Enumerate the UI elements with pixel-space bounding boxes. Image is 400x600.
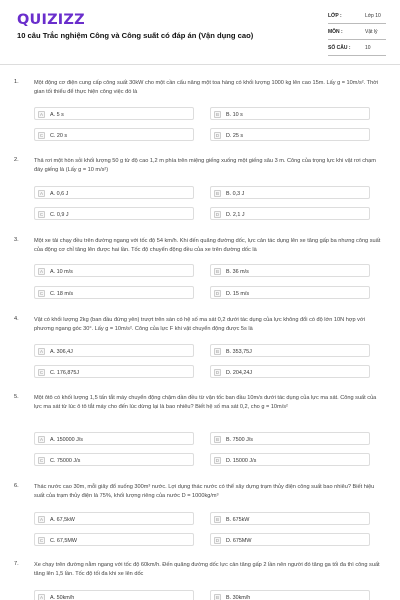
quizizz-logo: QUIZIZZ bbox=[17, 12, 85, 28]
meta-subject-label: MÔN : bbox=[328, 29, 343, 35]
question-text: Một ôtô có khối lượng 1,5 tấn tắt máy chuyển động chậm dần đều từ vận tốc ban đầu 10m/s dưới tác dụng của lực ma sát. Công suất của lực ma sát từ lúc ô tô tắt máy cho đến lúc dừng lại là bao nhiêu? Biết hệ số ma sát 0,2, cho g = 10m/s² bbox=[34, 395, 377, 411]
option-letter: B bbox=[215, 595, 219, 600]
option-b[interactable] bbox=[210, 186, 370, 199]
option-c[interactable] bbox=[34, 453, 194, 466]
option-letter: A bbox=[39, 269, 43, 274]
option-text: C. 20 s bbox=[50, 132, 68, 139]
option-letter: B bbox=[215, 112, 219, 117]
header bbox=[0, 0, 400, 62]
option-d[interactable] bbox=[210, 286, 370, 299]
question-number: 5. bbox=[14, 394, 19, 400]
option-d[interactable] bbox=[210, 207, 370, 220]
option-a[interactable] bbox=[34, 344, 194, 357]
option-text: B. 0,3 J bbox=[226, 190, 245, 197]
option-a[interactable] bbox=[34, 107, 194, 120]
meta-class bbox=[328, 10, 386, 24]
option-c[interactable] bbox=[34, 365, 194, 378]
option-text: C. 67,5MW bbox=[50, 537, 77, 544]
question-text: Vật có khối lượng 2kg (ban đầu đứng yên) trượt trên sàn có hệ số ma sát 0,2 dưới tác dụng của lực không đổi có độ lớn 10N hợp với phương ngang góc 30°. Lấy g = 10m/s². Công của lực F khi vật chuyển động được 5s là bbox=[34, 317, 365, 333]
option-letter: C bbox=[39, 291, 44, 296]
divider bbox=[328, 23, 386, 24]
option-text: D. 204,24J bbox=[226, 369, 253, 376]
question-text: Thả rơi một hòn sỏi khối lượng 50 g từ độ cao 1,2 m phía trên miệng giếng xuống một giếng sâu 3 m. Công của trọng lực khi vật rơi chạm đáy giếng là (Lấy g = 10 m/s²) bbox=[34, 158, 376, 174]
option-text: C. 176,875J bbox=[50, 369, 80, 376]
option-text: A. 306,4J bbox=[50, 348, 73, 355]
option-letter: C bbox=[39, 370, 44, 375]
option-d[interactable] bbox=[210, 128, 370, 141]
option-b[interactable] bbox=[210, 264, 370, 277]
option-a[interactable] bbox=[34, 264, 194, 277]
option-letter: D bbox=[215, 291, 220, 296]
question-text: Một xe tải chạy đều trên đường ngang với tốc độ 54 km/h. Khi đến quãng đường dốc, lực cản tác dụng lên xe tăng gấp ba nhưng công suất của động cơ chỉ tăng lên được hai lần. Tốc độ chuyển động đều của xe trên đường dốc là bbox=[34, 238, 381, 254]
option-b[interactable] bbox=[210, 590, 370, 600]
option-text: B. 7500 J/s bbox=[226, 436, 253, 443]
question-number: 4. bbox=[14, 316, 19, 322]
question-number: 1. bbox=[14, 79, 19, 85]
option-c[interactable] bbox=[34, 128, 194, 141]
option-c[interactable] bbox=[34, 286, 194, 299]
option-letter: B bbox=[215, 269, 219, 274]
option-letter: D bbox=[215, 370, 220, 375]
option-text: D. 2,1 J bbox=[226, 211, 245, 218]
option-a[interactable] bbox=[34, 590, 194, 600]
option-letter: C bbox=[39, 538, 44, 543]
option-letter: A bbox=[39, 517, 43, 522]
option-d[interactable] bbox=[210, 453, 370, 466]
option-letter: A bbox=[39, 349, 43, 354]
question-text: Xe chạy trên đường nằm ngang với tốc độ 60km/h. Đến quãng đường dốc lực cản tăng gấp 2 lần nên người đó tăng ga tối đa thì công suất tăng lên 1,5 lần. Tốc độ tối đa khi xe lên dốc bbox=[34, 562, 380, 578]
option-c[interactable] bbox=[34, 207, 194, 220]
option-b[interactable] bbox=[210, 432, 370, 445]
option-letter: C bbox=[39, 212, 44, 217]
question-number: 6. bbox=[14, 483, 19, 489]
meta-subject bbox=[328, 26, 386, 40]
meta-count-value: 10 bbox=[365, 45, 371, 51]
meta-class-value: Lớp 10 bbox=[365, 13, 381, 19]
meta-subject-value: Vật lý bbox=[365, 29, 378, 35]
option-letter: B bbox=[215, 349, 219, 354]
option-text: A. 67,5kW bbox=[50, 516, 75, 523]
option-letter: A bbox=[39, 191, 43, 196]
option-letter: B bbox=[215, 437, 219, 442]
option-letter: C bbox=[39, 458, 44, 463]
option-text: B. 675kW bbox=[226, 516, 250, 523]
option-d[interactable] bbox=[210, 365, 370, 378]
option-a[interactable] bbox=[34, 432, 194, 445]
option-text: C. 0,9 J bbox=[50, 211, 69, 218]
divider bbox=[328, 39, 386, 40]
option-letter: D bbox=[215, 133, 220, 138]
option-text: A. 10 m/s bbox=[50, 268, 73, 275]
option-text: D. 15 m/s bbox=[226, 290, 250, 297]
option-letter: C bbox=[39, 133, 44, 138]
question-text: Một động cơ điện cung cấp công suất 30kW cho một cần cẩu nâng một toa hàng có khối lượng 1000 kg lên cao 15m. Lấy g = 10m/s². Thời gian tối thiểu để thực hiện công việc đó là bbox=[34, 80, 379, 96]
meta-count-label: SỐ CÂU : bbox=[328, 45, 351, 51]
meta-count bbox=[328, 42, 386, 56]
question-number: 2. bbox=[14, 157, 19, 163]
option-letter: D bbox=[215, 538, 220, 543]
question-text: Thác nước cao 30m, mỗi giây đổ xuống 300m³ nước. Lợi dụng thác nước có thể xây dựng trạm thủy điện công suất bao nhiêu? Biết hiệu suất của trạm thủy điện là 75%, khối lượng riêng của nước D = 1000kg/m³ bbox=[34, 484, 375, 500]
option-text: D. 25 s bbox=[226, 132, 244, 139]
question-number: 3. bbox=[14, 237, 19, 243]
option-letter: B bbox=[215, 191, 219, 196]
option-a[interactable] bbox=[34, 512, 194, 525]
option-d[interactable] bbox=[210, 533, 370, 546]
option-text: A. 5 s bbox=[50, 111, 64, 118]
option-letter: A bbox=[39, 437, 43, 442]
meta-class-label: LỚP : bbox=[328, 13, 342, 19]
option-text: A. 50km/h bbox=[50, 594, 75, 600]
option-letter: A bbox=[39, 595, 43, 600]
option-text: D. 675MW bbox=[226, 537, 252, 544]
option-b[interactable] bbox=[210, 107, 370, 120]
option-a[interactable] bbox=[34, 186, 194, 199]
option-text: D. 15000 J/s bbox=[226, 457, 257, 464]
option-text: B. 36 m/s bbox=[226, 268, 249, 275]
option-letter: D bbox=[215, 212, 220, 217]
header-divider bbox=[0, 64, 400, 65]
option-letter: D bbox=[215, 458, 220, 463]
option-letter: A bbox=[39, 112, 43, 117]
option-text: B. 30km/h bbox=[226, 594, 251, 600]
question-number: 7. bbox=[14, 561, 19, 567]
option-b[interactable] bbox=[210, 512, 370, 525]
page-title: 10 câu Trắc nghiệm Công và Công suất có đáp án (Vận dụng cao) bbox=[17, 31, 254, 40]
divider bbox=[328, 55, 386, 56]
option-text: B. 10 s bbox=[226, 111, 243, 118]
option-letter: B bbox=[215, 517, 219, 522]
option-text: C. 75000 J/s bbox=[50, 457, 81, 464]
option-text: B. 353,75J bbox=[226, 348, 252, 355]
option-text: A. 150000 J/s bbox=[50, 436, 83, 443]
option-b[interactable] bbox=[210, 344, 370, 357]
option-c[interactable] bbox=[34, 533, 194, 546]
option-text: C. 18 m/s bbox=[50, 290, 74, 297]
option-text: A. 0,6 J bbox=[50, 190, 69, 197]
